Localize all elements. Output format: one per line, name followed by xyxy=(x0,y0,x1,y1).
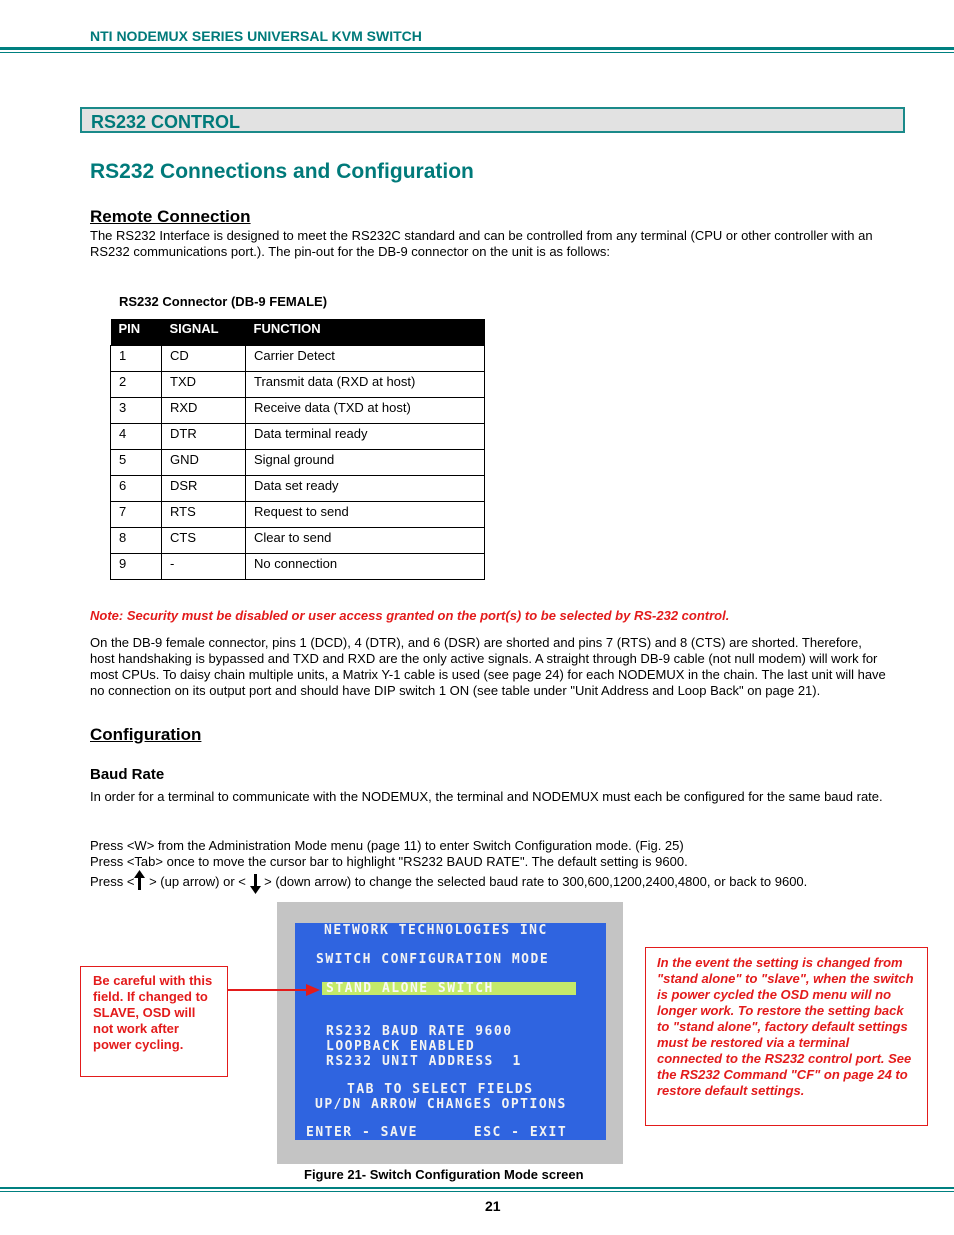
osd-line-enter-esc: ENTER - SAVE ESC - EXIT xyxy=(306,1125,568,1140)
section-banner xyxy=(80,107,905,133)
page-heading: RS232 Connections and Configuration xyxy=(90,160,474,183)
pinout-header-signal: SIGNAL xyxy=(162,319,246,345)
table-row xyxy=(111,527,485,553)
table-row xyxy=(111,371,485,397)
signal-cell: CD xyxy=(162,345,246,371)
table-row xyxy=(111,475,485,501)
callout-right: In the event the setting is changed from "stand alone" to "slave", when the switch is power cycled the OSD menu will no longer work. To restore the setting back to "stand alone", factory default settings must be restored via a terminal connected to the RS232 control port. See the RS232 Command "CF" on page 24 to restore default settings. xyxy=(645,947,928,1126)
signal-cell: CTS xyxy=(162,527,246,553)
figure-caption: Figure 21- Switch Configuration Mode screen xyxy=(304,1167,584,1182)
pin-cell: 4 xyxy=(111,423,162,449)
remote-connection-text: The RS232 Interface is designed to meet the RS232C standard and can be controlled from any terminal (CPU or other controller with an RS232 communications port.). The pin-out for the DB-9 connector on the unit is as follows: xyxy=(90,228,873,259)
wiring-text: On the DB-9 female connector, pins 1 (DCD), 4 (DTR), and 6 (DSR) are shorted and pins 7 (RTS) and 8 (CTS) are shorted. Therefore, host handshaking is bypassed and TXD and RXD are the only active signals. A straight through DB-9 cable (not null modem) will work for most CPUs. To daisy chain multiple units, a Matrix Y-1 cable is used (see page 24) for each NODEMUX in the chain. The last unit will have no connection on its output port and should have DIP switch 1 ON (see table under "Unit Address and Loop Back" on page 21). xyxy=(90,635,886,698)
pinout-header-function: FUNCTION xyxy=(246,319,485,345)
osd-line-company: NETWORK TECHNOLOGIES INC xyxy=(324,923,548,938)
callout-left: Be careful with this field. If changed to SLAVE, OSD will not work after power cycling. xyxy=(80,966,228,1077)
pin-cell: 8 xyxy=(111,527,162,553)
press-arrow-text-a: Press < xyxy=(90,874,135,889)
table-row xyxy=(111,501,485,527)
signal-cell: - xyxy=(162,553,246,579)
footer-rule xyxy=(0,1187,954,1189)
signal-cell: RTS xyxy=(162,501,246,527)
baud-rate-text: In order for a terminal to communicate with the NODEMUX, the terminal and NODEMUX must each be configured for the same baud rate. xyxy=(90,789,883,804)
press-arrow-text-b: > (up arrow) or < xyxy=(149,874,246,889)
down-arrow-icon xyxy=(250,874,261,894)
pin-cell: 3 xyxy=(111,397,162,423)
signal-cell: DTR xyxy=(162,423,246,449)
osd-line-stand-alone: STAND ALONE SWITCH xyxy=(326,981,494,996)
osd-line-address: RS232 UNIT ADDRESS 1 xyxy=(326,1054,522,1069)
function-cell: No connection xyxy=(246,553,485,579)
signal-cell: TXD xyxy=(162,371,246,397)
table-row xyxy=(111,423,485,449)
pinout-header-pin: PIN xyxy=(111,319,162,345)
pin-cell: 6 xyxy=(111,475,162,501)
osd-line-tab: TAB TO SELECT FIELDS xyxy=(347,1082,534,1097)
connector-table-caption: RS232 Connector (DB-9 FEMALE) xyxy=(119,294,328,309)
pin-cell: 2 xyxy=(111,371,162,397)
osd-line-baud: RS232 BAUD RATE 9600 xyxy=(326,1024,513,1039)
pinout-table xyxy=(110,319,485,580)
function-cell: Clear to send xyxy=(246,527,485,553)
pin-cell: 1 xyxy=(111,345,162,371)
pinout-header-row xyxy=(111,319,485,345)
function-cell: Transmit data (RXD at host) xyxy=(246,371,485,397)
function-cell: Receive data (TXD at host) xyxy=(246,397,485,423)
function-cell: Request to send xyxy=(246,501,485,527)
table-row xyxy=(111,345,485,371)
osd-screen xyxy=(295,923,606,1140)
osd-line-loopback: LOOPBACK ENABLED xyxy=(326,1039,476,1054)
security-note: Note: Security must be disabled or user access granted on the port(s) to be selected by RS-232 control. xyxy=(90,608,730,623)
pin-cell: 9 xyxy=(111,553,162,579)
signal-cell: RXD xyxy=(162,397,246,423)
table-row xyxy=(111,449,485,475)
function-cell: Carrier Detect xyxy=(246,345,485,371)
function-cell: Data terminal ready xyxy=(246,423,485,449)
header-rule-thin xyxy=(0,52,954,53)
configuration-heading: Configuration xyxy=(90,725,202,744)
osd-line-mode: SWITCH CONFIGURATION MODE xyxy=(316,952,550,967)
table-row xyxy=(111,553,485,579)
table-row xyxy=(111,397,485,423)
pin-cell: 7 xyxy=(111,501,162,527)
press-arrow-line xyxy=(90,870,890,894)
header-rule xyxy=(0,47,954,50)
up-arrow-icon xyxy=(134,870,145,890)
footer-rule-thin xyxy=(0,1191,954,1192)
callout-arrow-icon xyxy=(228,982,320,998)
page-number: 21 xyxy=(485,1198,501,1214)
pin-cell: 5 xyxy=(111,449,162,475)
section-banner-label: RS232 CONTROL xyxy=(91,112,241,132)
remote-connection-heading: Remote Connection xyxy=(90,207,251,226)
signal-cell: GND xyxy=(162,449,246,475)
press-arrow-text-c: > (down arrow) to change the selected baud rate to 300,600,1200,2400,4800, or back to 9600. xyxy=(264,874,808,889)
osd-line-arrows: UP/DN ARROW CHANGES OPTIONS xyxy=(315,1097,567,1112)
function-cell: Data set ready xyxy=(246,475,485,501)
document-header-title: NTI NODEMUX SERIES UNIVERSAL KVM SWITCH xyxy=(90,28,422,44)
baud-rate-heading: Baud Rate xyxy=(90,766,165,783)
function-cell: Signal ground xyxy=(246,449,485,475)
press-tab-line: Press <Tab> once to move the cursor bar to highlight "RS232 BAUD RATE". The default setting is 9600. xyxy=(90,854,688,869)
press-w-line: Press <W> from the Administration Mode menu (page 11) to enter Switch Configuration mode. (Fig. 25) xyxy=(90,838,684,853)
signal-cell: DSR xyxy=(162,475,246,501)
